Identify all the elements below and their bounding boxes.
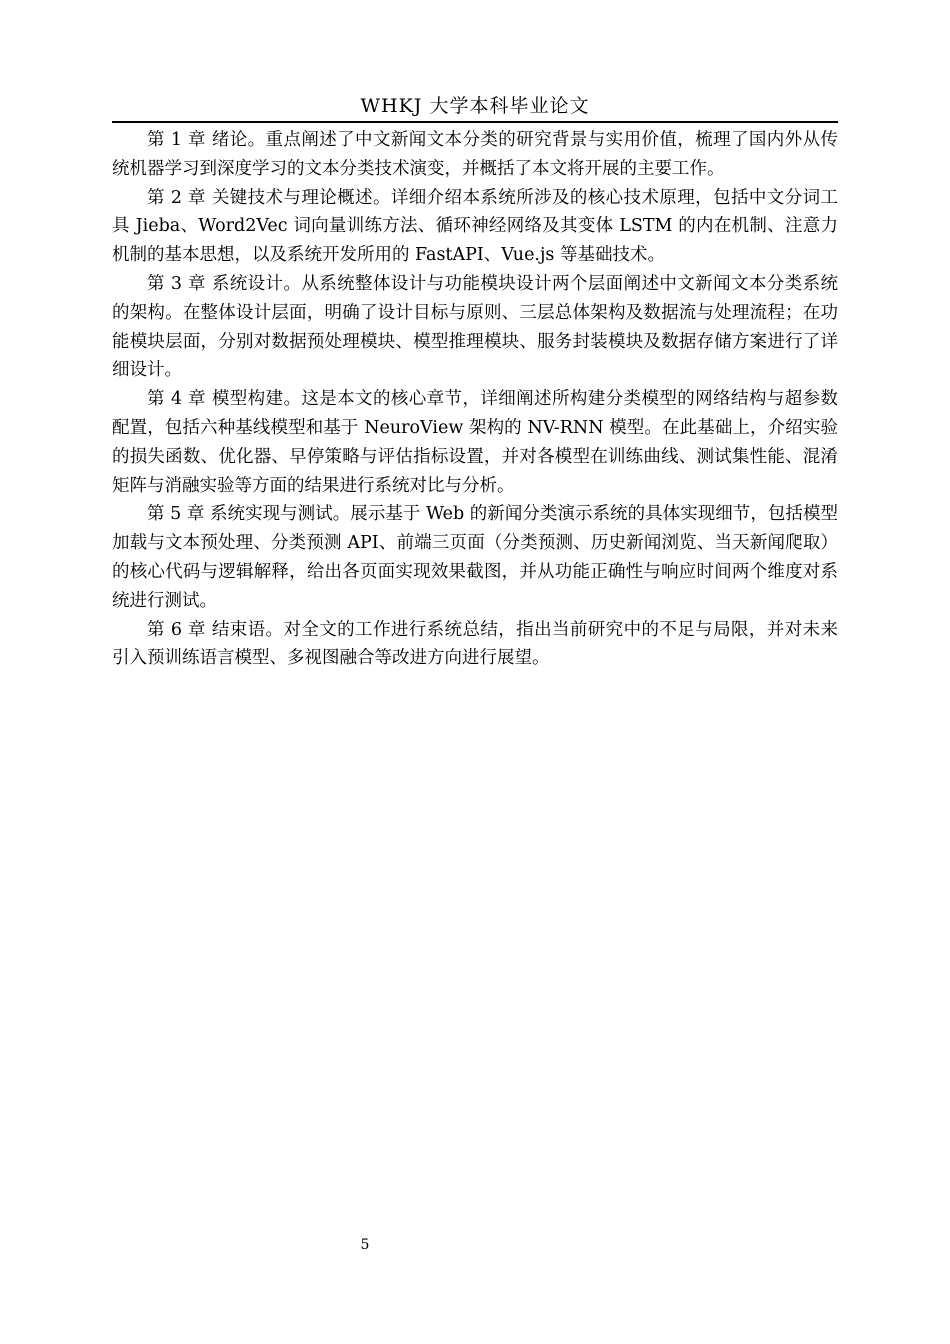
header-rule bbox=[112, 121, 838, 123]
paragraph-chapter-6: 第 6 章 结束语。对全文的工作进行系统总结，指出当前研究中的不足与局限，并对未来引入预训练语言模型、多视图融合等改进方向进行展望。 bbox=[112, 619, 838, 669]
page-number: 5 bbox=[360, 1237, 370, 1253]
paragraph-chapter-3: 第 3 章 系统设计。从系统整体设计与功能模块设计两个层面阐述中文新闻文本分类系统的架构。在整体设计层面，明确了设计目标与原则、三层总体架构及数据流与处理流程；在功能模块层面，分别对数据预处理模块、模型推理模块、服务封装模块及数据存储方案进行了详细设计。 bbox=[112, 273, 838, 381]
paragraph-chapter-1: 第 1 章 绪论。重点阐述了中文新闻文本分类的研究背景与实用价值，梳理了国内外从传统机器学习到深度学习的文本分类技术演变，并概括了本文将开展的主要工作。 bbox=[112, 130, 838, 179]
paragraph-chapter-2: 第 2 章 关键技术与理论概述。详细介绍本系统所涉及的核心技术原理，包括中文分词工具 Jieba、Word2Vec 词向量训练方法、循环神经网络及其变体 LSTM 的内在机制、注意力机制的基本思想，以及系统开发所用的 FastAPI、Vue.js 等基础技术。 bbox=[112, 187, 838, 266]
paragraph-chapter-4: 第 4 章 模型构建。这是本文的核心章节，详细阐述所构建分类模型的网络结构与超参数配置，包括六种基线模型和基于 NeuroView 架构的 NV-RNN 模型。在此基础上，介绍实验的损失函数、优化器、早停策略与评估指标设置，并对各模型在训练曲线、测试集性能、混淆矩阵与消融实验等方面的结果进行系统对比与分析。 bbox=[112, 389, 838, 496]
running-header: WHKJ 大学本科毕业论文 bbox=[360, 95, 590, 117]
body-text bbox=[112, 126, 838, 673]
paragraph-chapter-5: 第 5 章 系统实现与测试。展示基于 Web 的新闻分类演示系统的具体实现细节，包括模型加载与文本预处理、分类预测 API、前端三页面（分类预测、历史新闻浏览、当天新闻爬取）的核心代码与逻辑解释，给出各页面实现效果截图，并从功能正确性与响应时间两个维度对系统进行测试。 bbox=[112, 504, 838, 611]
